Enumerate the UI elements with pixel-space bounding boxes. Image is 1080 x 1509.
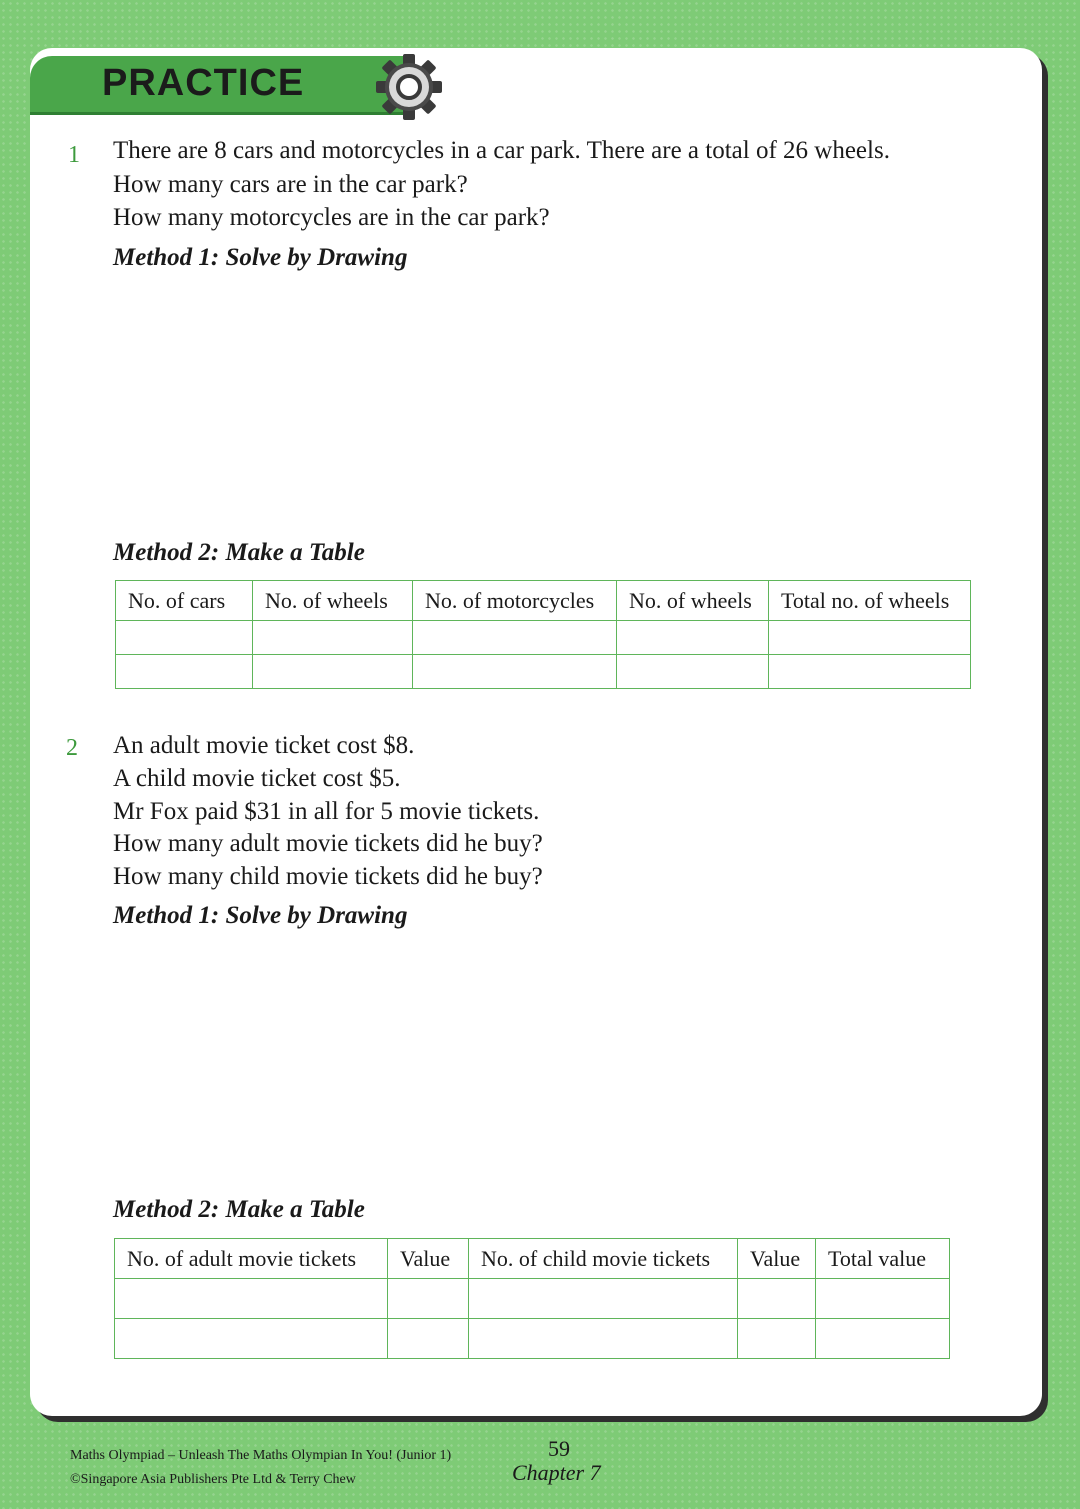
practice-banner xyxy=(30,56,412,115)
table-header-row xyxy=(116,581,971,621)
table-header-cell: No. of wheels xyxy=(253,581,413,621)
table-cell[interactable] xyxy=(769,621,971,655)
table-cell[interactable] xyxy=(253,621,413,655)
chapter-label: Chapter 7 xyxy=(512,1460,601,1485)
question-line: How many motorcycles are in the car park? xyxy=(113,204,550,231)
table-row xyxy=(116,655,971,689)
table-cell[interactable] xyxy=(816,1319,950,1359)
table-cell[interactable] xyxy=(617,621,769,655)
table-header-cell: No. of wheels xyxy=(617,581,769,621)
table-cell[interactable] xyxy=(413,621,617,655)
table-cell[interactable] xyxy=(469,1279,738,1319)
question-number: 2 xyxy=(66,735,78,761)
table-cell[interactable] xyxy=(388,1319,469,1359)
cars-table xyxy=(115,580,971,689)
question-number: 1 xyxy=(68,142,80,168)
table-header-cell: Total value xyxy=(816,1239,950,1279)
table-header-cell: No. of child movie tickets xyxy=(469,1239,738,1279)
question-line: A child movie ticket cost $5. xyxy=(113,765,401,792)
table-cell[interactable] xyxy=(769,655,971,689)
question-line: There are 8 cars and motorcycles in a car park. There are a total of 26 wheels. xyxy=(113,137,890,164)
table-header-cell: Value xyxy=(738,1239,816,1279)
table-cell[interactable] xyxy=(115,1279,388,1319)
table-cell[interactable] xyxy=(388,1279,469,1319)
gear-icon xyxy=(374,52,444,122)
table-cell[interactable] xyxy=(738,1319,816,1359)
table-header-cell: No. of adult movie tickets xyxy=(115,1239,388,1279)
method-heading: Method 2: Make a Table xyxy=(113,539,365,566)
footer-copyright: ©Singapore Asia Publishers Pte Ltd & Terry Chew xyxy=(70,1472,356,1487)
table-cell[interactable] xyxy=(738,1279,816,1319)
question-line: An adult movie ticket cost $8. xyxy=(113,732,415,759)
table-cell[interactable] xyxy=(617,655,769,689)
method-heading: Method 1: Solve by Drawing xyxy=(113,902,408,929)
table-header-cell: No. of cars xyxy=(116,581,253,621)
table-header-cell: No. of motorcycles xyxy=(413,581,617,621)
method-heading: Method 2: Make a Table xyxy=(113,1196,365,1223)
table-header-cell: Total no. of wheels xyxy=(769,581,971,621)
page-title: PRACTICE xyxy=(102,62,305,104)
question-line: How many child movie tickets did he buy? xyxy=(113,863,543,890)
table-cell[interactable] xyxy=(413,655,617,689)
tickets-table xyxy=(114,1238,950,1359)
table-row xyxy=(115,1279,950,1319)
table-cell[interactable] xyxy=(253,655,413,689)
table-header-row xyxy=(115,1239,950,1279)
table-cell[interactable] xyxy=(116,655,253,689)
table-cell[interactable] xyxy=(816,1279,950,1319)
table-cell[interactable] xyxy=(469,1319,738,1359)
table-row xyxy=(116,621,971,655)
question-line: How many cars are in the car park? xyxy=(113,171,468,198)
table-row xyxy=(115,1319,950,1359)
page-number: 59 xyxy=(548,1436,570,1461)
table-cell[interactable] xyxy=(115,1319,388,1359)
question-line: How many adult movie tickets did he buy? xyxy=(113,830,543,857)
footer-book-title: Maths Olympiad – Unleash The Maths Olympian In You! (Junior 1) xyxy=(70,1448,452,1463)
question-line: Mr Fox paid $31 in all for 5 movie tickets. xyxy=(113,798,540,825)
table-header-cell: Value xyxy=(388,1239,469,1279)
table-cell[interactable] xyxy=(116,621,253,655)
method-heading: Method 1: Solve by Drawing xyxy=(113,244,408,271)
